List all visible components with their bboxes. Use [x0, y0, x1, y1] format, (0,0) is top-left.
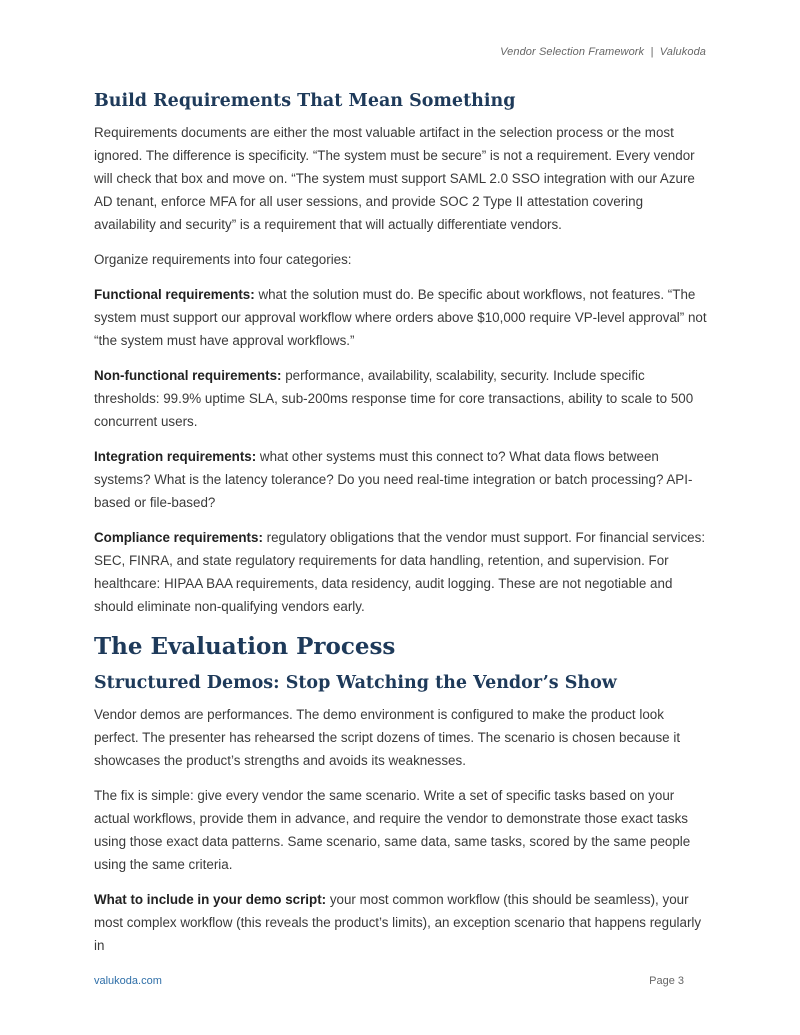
requirements-heading: Build Requirements That Mean Something [94, 91, 516, 111]
nonfunctional-requirements-paragraph [94, 364, 708, 433]
nonfunctional-text: performance, availability, scalability, security. Include specific thresholds: 99.9% uptime SLA, sub-200ms response time for core transactions, ability to scale to 500 concurrent users. [94, 368, 694, 429]
structured-demos-heading: Structured Demos: Stop Watching the Vendor’s Show [94, 673, 617, 693]
requirements-intro-paragraph: Requirements documents are either the most valuable artifact in the selection process or the most ignored. The difference is specificity. “The system must be secure” is not a requirement. Every vendor will check that box and move on. “The system must support SAML 2.0 SSO integration with our Azure AD tenant, enforce MFA for all user sessions, and provide SOC 2 Type II attestation covering availability and security” is a requirement that will actually differentiate vendors. [94, 125, 695, 232]
footer-page-number: Page 3 [649, 975, 684, 987]
demos-paragraph-1: Vendor demos are performances. The demo environment is configured to make the product look perfect. The presenter has rehearsed the script dozens of times. The scenario is chosen because it showcases the product’s strengths and avoids its weaknesses. [94, 707, 681, 768]
demo-script-text: your most common workflow (this should be seamless), your most complex workflow (this reveals the product’s limits), an exception scenario that happens regularly in [94, 892, 702, 953]
footer-site-link[interactable]: valukoda.com [94, 975, 162, 987]
integration-requirements-paragraph [94, 445, 708, 514]
organize-paragraph: Organize requirements into four categories: [94, 252, 352, 267]
compliance-label: Compliance requirements: [94, 530, 263, 545]
functional-text: what the solution must do. Be specific about workflows, not features. “The system must support our approval workflow where orders above $10,000 require VP-level approval” not “the system must have approval workflows.” [94, 287, 707, 348]
demo-script-label: What to include in your demo script: [94, 892, 327, 907]
nonfunctional-label: Non-functional requirements: [94, 368, 282, 383]
integration-label: Integration requirements: [94, 449, 257, 464]
page-content [94, 88, 708, 969]
demos-paragraph-2: The fix is simple: give every vendor the same scenario. Write a set of specific tasks based on your actual workflows, provide them in advance, and require the vendor to demonstrate those exact tasks using those exact data patterns. Same scenario, same data, same tasks, scored by the same people using the same criteria. [94, 788, 691, 872]
evaluation-process-heading: The Evaluation Process [94, 633, 396, 660]
functional-requirements-paragraph [94, 283, 708, 352]
compliance-requirements-paragraph [94, 526, 708, 618]
compliance-text: regulatory obligations that the vendor must support. For financial services: SEC, FINRA, and state regulatory requirements for data handling, retention, and supervision. For healthcare: HIPAA BAA requirements, data residency, audit logging. These are not negotiable and should eliminate non-qualifying vendors early. [94, 530, 706, 614]
demo-script-paragraph [94, 888, 708, 957]
integration-text: what other systems must this connect to? What data flows between systems? What is the latency tolerance? Do you need real-time integration or batch processing? API-based or file-based? [94, 449, 693, 510]
running-header: Vendor Selection Framework | Valukoda [500, 46, 706, 58]
functional-label: Functional requirements: [94, 287, 255, 302]
